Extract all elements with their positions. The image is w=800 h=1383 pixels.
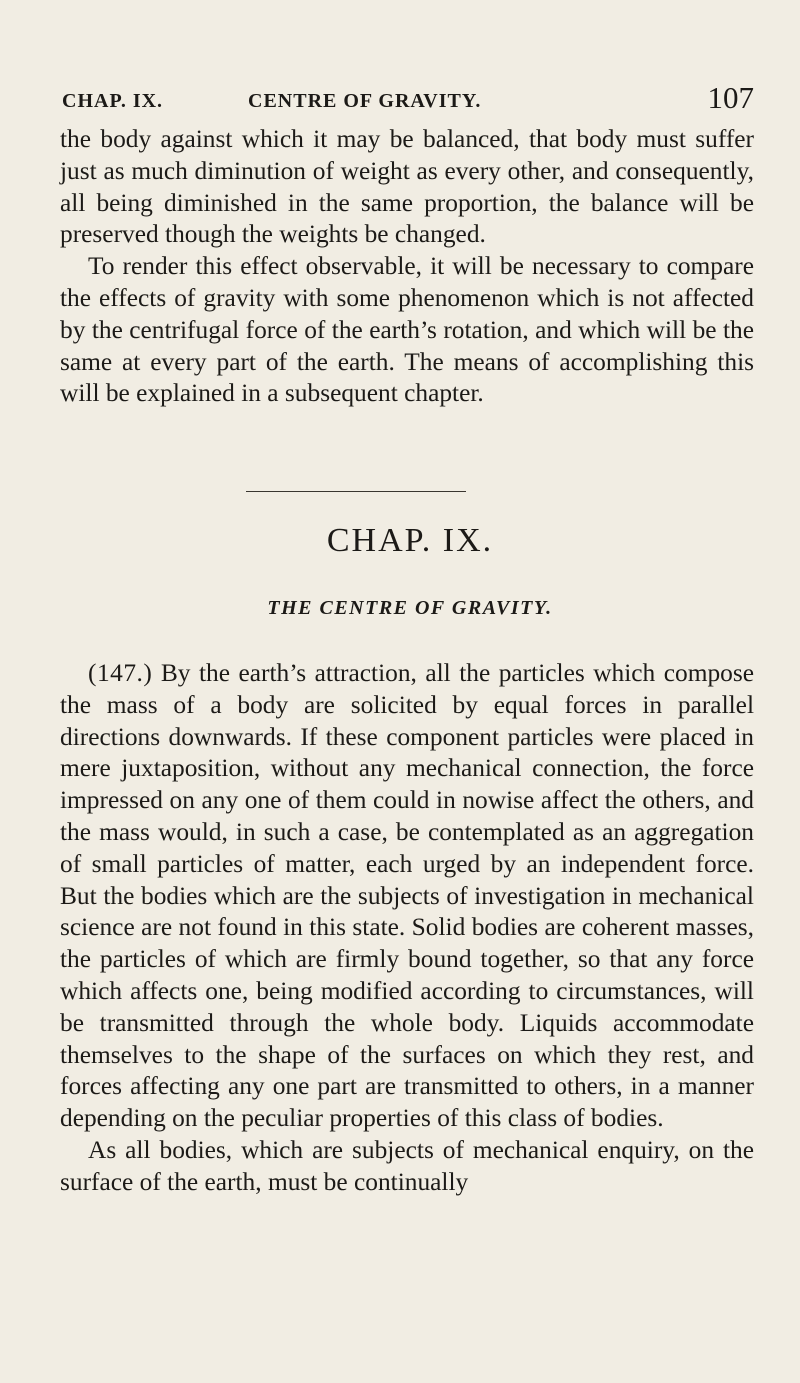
section-text: [60, 658, 754, 1199]
chapter-heading: CHAP. IX.: [326, 522, 494, 559]
continued-text: [60, 124, 754, 410]
paragraph-text: By the earth’s attraction, all the particles which compose the mass of a body are solicited by equal forces in parallel directions downwards. If these component particles were placed in mere juxtaposition, without any mechanical connection, the force impressed on any one of them could in nowise affect the others, and the mass would, in such a case, be contemplated as an aggregation of small particles of matter, each urged by an independent force. But the bodies which are the subjects of investigation in mechanical science are not found in this state. Solid bodies are coherent masses, the particles of which are firmly bound together, so that any force which affects one, being modified according to circumstances, will be transmitted through the whole body. Liquids accommodate themselves to the shape of the surfaces on which they rest, and forces affecting any one part are transmitted to others, in a manner depending on the peculiar properties of this class of bodies.: [60, 659, 754, 1133]
chapter-title: THE CENTRE OF GRAVITY.: [267, 597, 553, 619]
paragraph-number: (147.): [88, 659, 153, 687]
running-head-title: CENTRE OF GRAVITY.: [248, 90, 482, 112]
continued-paragraph: the body against which it may be balanced, that body must suffer just as much diminution of weight as every other, and consequently, all being diminished in the same proportion, the balance will be preserved though the weights be changed.: [60, 125, 754, 249]
numbered-paragraph: [60, 658, 754, 1135]
paragraph: To render this effect observable, it will be necessary to compare the effects of gravity with some phenomenon which is not affected by the centrifugal force of the earth’s rotation, and which will be the same at every part of the earth. The means of accomplishing this will be explained in a subsequent chapter.: [60, 252, 754, 408]
running-head-chapter: CHAP. IX.: [62, 90, 164, 112]
page-number: 107: [707, 80, 754, 115]
running-head: [62, 80, 754, 120]
section-divider: [246, 491, 466, 492]
paragraph: As all bodies, which are subjects of mechanical enquiry, on the surface of the earth, must be continually: [60, 1135, 754, 1196]
